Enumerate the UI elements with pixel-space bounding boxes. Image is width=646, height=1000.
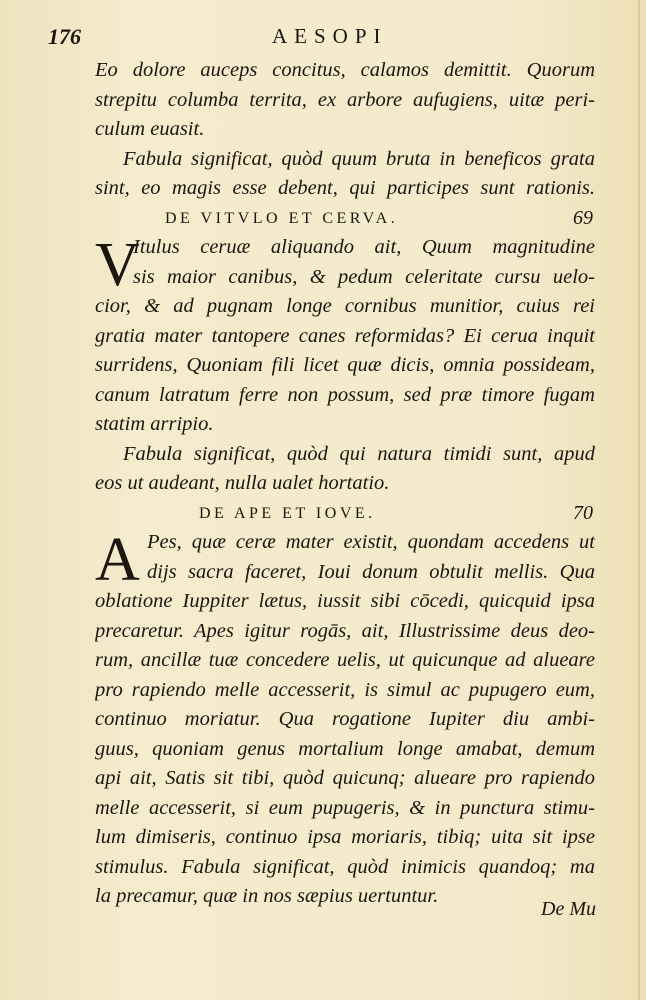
fable-heading bbox=[95, 204, 595, 234]
moral-line: sint, eo magis esse debent, qui participes sunt rationis. bbox=[95, 177, 595, 199]
catchword: De Mu bbox=[541, 898, 596, 920]
fable-number: 70 bbox=[573, 501, 593, 524]
text-line: continuo moriatur. Qua rogatione Iupiter diu ambi- bbox=[95, 708, 595, 730]
fable-body bbox=[95, 233, 595, 499]
text-line: rum, ancillæ tuæ concedere uelis, ut quicunque ad alueare bbox=[95, 649, 595, 671]
text-line: oblatione Iuppiter lætus, iussit sibi cōcedi, quicquid ipsa bbox=[95, 590, 595, 612]
text-line: Eo dolore auceps concitus, calamos demittit. Quorum bbox=[95, 59, 595, 81]
running-title: AESOPI bbox=[272, 24, 388, 48]
moral-line: Fabula significat, quòd qui natura timidi sunt, apud bbox=[123, 442, 595, 465]
text-line: surridens, Quoniam fili licet quæ dicis, omnia possideam, bbox=[95, 354, 595, 376]
text-line: dijs sacra faceret, Ioui donum obtulit mellis. Qua bbox=[147, 560, 595, 583]
fable-title: DE VITVLO ET CERVA. bbox=[165, 209, 399, 227]
text-line: strepitu columba territa, ex arbore aufugiens, uitæ peri- bbox=[95, 88, 595, 111]
moral-line: la precamur, quæ in nos sæpius uertuntur. bbox=[95, 885, 439, 907]
fable-body bbox=[95, 528, 595, 912]
text-line: cior, & ad pugnam longe cornibus munitior, cuius rei bbox=[95, 295, 595, 317]
text-line: api ait, Satis sit tibi, quòd quicunq; alueare pro rapiendo bbox=[95, 767, 595, 789]
fable-title: DE APE ET IOVE. bbox=[199, 504, 376, 522]
text-block bbox=[95, 56, 595, 912]
moral-line: Fabula significat, quòd quum bruta in beneficos grata bbox=[123, 147, 595, 170]
fable-number: 69 bbox=[573, 206, 593, 229]
text-line: canum latratum ferre non possum, sed præ timore fugam bbox=[95, 383, 595, 406]
text-line: guus, quoniam genus mortalium longe amabat, demum bbox=[95, 737, 595, 760]
text-line: statim arripio. bbox=[95, 413, 214, 435]
drop-capital: V bbox=[95, 231, 140, 299]
moral-line: stimulus. Fabula significat, quòd inimicis quandoq; ma bbox=[95, 855, 595, 878]
page-number: 176 bbox=[48, 24, 81, 49]
text-line: gratia mater tantopere canes reformidas? Ei cerua inquit bbox=[95, 324, 595, 347]
text-line: culum euasit. bbox=[95, 118, 205, 140]
text-line: Itulus ceruæ aliquando ait, Quum magnitudine bbox=[133, 236, 595, 258]
text-line: lum dimiseris, continuo ipsa moriaris, tibiq; uita sit ipse bbox=[95, 826, 595, 848]
fable-heading bbox=[95, 499, 595, 529]
drop-capital: A bbox=[95, 526, 140, 594]
page-header bbox=[42, 24, 602, 50]
text-line: Pes, quæ ceræ mater existit, quondam accedens ut bbox=[147, 531, 595, 553]
text-line: pro rapiendo melle accesserit, is simul ac pupugero eum, bbox=[95, 678, 595, 701]
moral-line: eos ut audeant, nulla ualet hortatio. bbox=[95, 472, 390, 494]
text-line: sis maior canibus, & pedum celeritate cursu uelo- bbox=[133, 265, 595, 288]
text-line: melle accesserit, si eum pupugeris, & in punctura stimu- bbox=[95, 796, 595, 819]
page-edge bbox=[638, 0, 640, 1000]
text-line: precaretur. Apes igitur rogās, ait, Illustrissime deus deo- bbox=[95, 619, 595, 642]
